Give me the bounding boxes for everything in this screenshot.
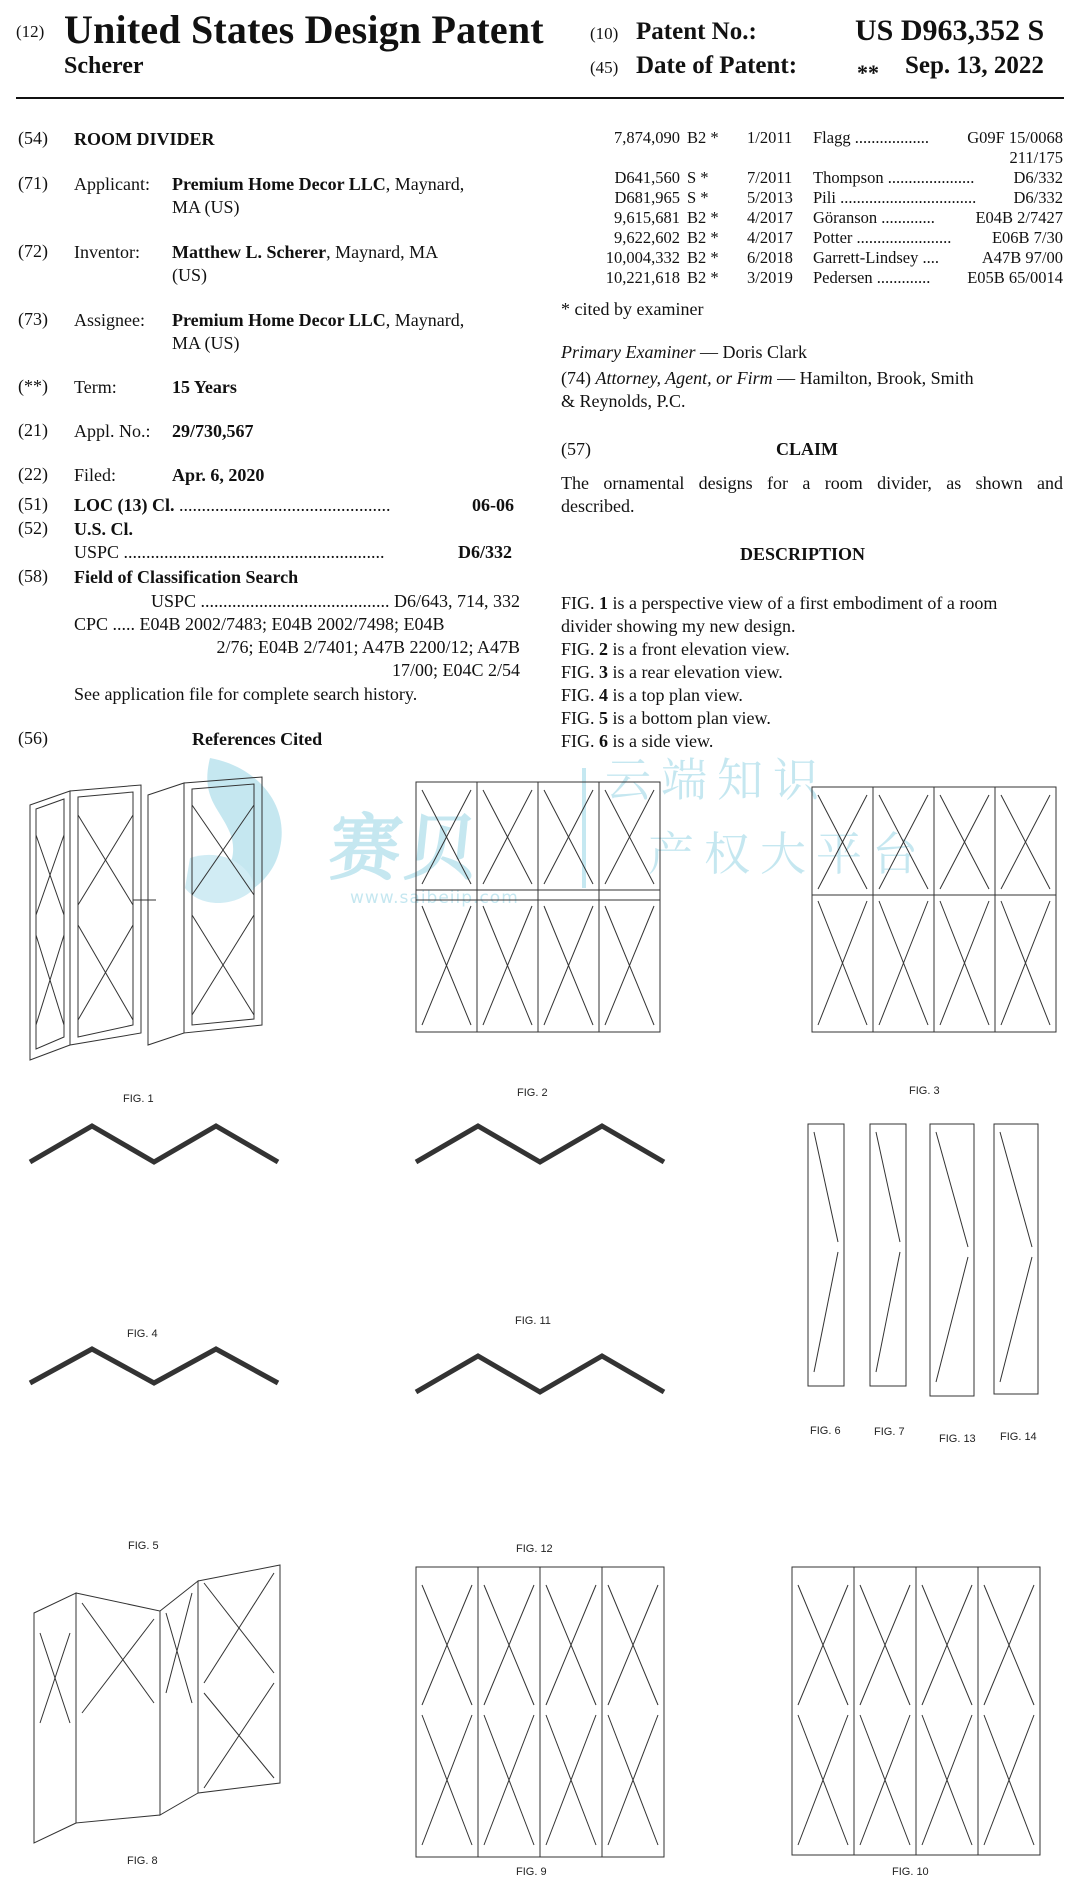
description-text: is a side view. — [608, 731, 714, 751]
filed-code: (22) — [18, 464, 48, 484]
applicant-name: Premium Home Decor LLC — [172, 174, 386, 194]
appl-number: 29/730,567 — [172, 421, 254, 441]
assignee-value — [172, 309, 522, 355]
uscl-value: D6/332 — [458, 542, 512, 562]
inventor-label: Inventor: — [74, 242, 140, 262]
reference-number: 10,221,618 — [605, 268, 680, 287]
attorney-label: Attorney, Agent, or Firm — [595, 368, 773, 388]
patent-number: US D963,352 S — [855, 14, 1045, 47]
description-line — [561, 615, 1066, 638]
reference-name — [813, 208, 943, 228]
reference-number: 9,622,602 — [614, 228, 680, 247]
term-code: (**) — [18, 376, 48, 396]
fig4-label: FIG. 4 — [127, 1328, 158, 1340]
reference-name — [813, 168, 975, 188]
filed-label: Filed: — [74, 465, 117, 485]
title-code: (54) — [18, 128, 48, 148]
uscl-dots: .......................................................... — [123, 542, 385, 562]
description-line — [561, 592, 1066, 615]
reference-kind: B2 * — [687, 208, 719, 227]
reference-class: E04B 2/7427 — [975, 208, 1063, 227]
reference-name-text: Potter — [813, 228, 853, 247]
fig13-label: FIG. 13 — [939, 1433, 976, 1445]
fig2-label: FIG. 2 — [517, 1087, 548, 1099]
description-fig-number: 1 — [599, 593, 609, 613]
inventor-value — [172, 241, 522, 287]
fig6-label: FIG. 6 — [810, 1425, 841, 1437]
reference-date: 3/2019 — [747, 268, 793, 287]
examiner-name: — Doris Clark — [695, 342, 807, 362]
reference-dots: ....................... — [856, 228, 952, 247]
description-prefix: FIG. — [561, 708, 600, 728]
description-text: is a rear elevation view. — [608, 662, 783, 682]
fig10-drawing — [790, 1565, 1044, 1863]
attorney-code: (74) — [561, 368, 596, 388]
reference-number: 9,615,681 — [614, 208, 680, 227]
attorney-name: — Hamilton, Brook, Smith — [772, 368, 974, 388]
field-cpc-1: CPC ..... E04B 2002/7483; E04B 2002/7498; E04B — [74, 614, 445, 634]
reference-name-text: Göranson — [813, 208, 878, 227]
fig1-perspective-drawing — [26, 775, 266, 1065]
invention-title: ROOM DIVIDER — [74, 129, 215, 149]
attorney-line-1 — [561, 367, 974, 390]
reference-name — [813, 248, 943, 268]
fig11-label: FIG. 11 — [515, 1315, 551, 1327]
field-label: Field of Classification Search — [74, 567, 299, 587]
watermark-tagline-1: 云端知识 — [605, 753, 829, 807]
applicant-code: (71) — [18, 173, 48, 193]
assignee-label: Assignee: — [74, 310, 145, 330]
reference-class: E06B 7/30 — [991, 228, 1063, 247]
uscl-row — [74, 541, 454, 564]
watermark-brand: 赛贝 — [324, 806, 486, 890]
reference-name-text: Pili — [813, 188, 836, 207]
field-cpc-3: 17/00; E04C 2/54 — [391, 660, 520, 680]
reference-date: 6/2018 — [747, 248, 793, 267]
reference-class: G09F 15/0068 — [967, 128, 1063, 147]
fig12-label: FIG. 12 — [516, 1543, 553, 1555]
reference-date: 5/2013 — [747, 188, 793, 207]
reference-class: D6/332 — [1013, 188, 1063, 207]
reference-date: 7/2011 — [747, 168, 793, 187]
loc-class-row — [74, 494, 519, 517]
assignee-location-2: MA (US) — [172, 333, 240, 353]
assignee-location: , Maynard, — [385, 310, 465, 330]
fig5-bottom-plan-drawing — [28, 1343, 282, 1393]
description-line — [561, 684, 1066, 707]
assignee-name: Premium Home Decor LLC — [172, 310, 386, 330]
examiner-label: Primary Examiner — [561, 342, 696, 362]
term-value: 15 Years — [172, 377, 237, 397]
reference-dots: .................. — [854, 128, 929, 147]
reference-class: E05B 65/0014 — [967, 268, 1063, 287]
refs-heading: References Cited — [192, 729, 323, 749]
description-line — [561, 638, 1066, 661]
patent-no-code: (10) — [590, 24, 619, 43]
description-text: is a front elevation view. — [608, 639, 790, 659]
uscl-sub: USPC — [74, 542, 120, 562]
header-rule — [16, 97, 1064, 99]
reference-name — [813, 228, 952, 248]
reference-name-text: Flagg — [813, 128, 851, 147]
fig14-label: FIG. 14 — [1000, 1431, 1037, 1443]
inventor-location: , Maynard, MA — [326, 242, 439, 262]
doc-type-code: (12) — [16, 22, 45, 41]
uscl-label: U.S. Cl. — [74, 519, 134, 539]
term-label: Term: — [74, 377, 117, 397]
reference-dots: .... — [922, 248, 939, 267]
description-fig-number: 5 — [599, 708, 609, 728]
fig4-top-plan-drawing — [28, 1120, 282, 1170]
loc-label: LOC (13) Cl. — [74, 495, 175, 515]
fig8-perspective-drawing — [32, 1553, 282, 1853]
reference-name — [813, 268, 943, 288]
applicant-label: Applicant: — [74, 174, 150, 194]
description-prefix: FIG. — [561, 685, 600, 705]
loc-dots: ............................................... — [179, 495, 391, 515]
fig3-label: FIG. 3 — [909, 1085, 940, 1097]
description-prefix: FIG. — [561, 662, 600, 682]
fig9-label: FIG. 9 — [516, 1866, 547, 1878]
fig11-drawing — [414, 1120, 668, 1170]
description-fig-number: 4 — [599, 685, 609, 705]
claim-text-1: The ornamental designs for a room divider, as shown and — [561, 473, 1063, 493]
date-code: (45) — [590, 58, 619, 77]
watermark-url: www.saibeiip.com — [350, 888, 519, 908]
description-text: divider showing my new design. — [561, 616, 796, 636]
description-line — [561, 730, 1066, 753]
reference-kind: B2 * — [687, 268, 719, 287]
fig2-front-elevation-drawing — [414, 780, 664, 1040]
field-note: See application file for complete search history. — [74, 684, 418, 704]
attorney-line-2: & Reynolds, P.C. — [561, 391, 686, 411]
reference-date: 1/2011 — [747, 128, 793, 147]
reference-number: 7,874,090 — [614, 128, 680, 147]
reference-name-text: Thompson — [813, 168, 884, 187]
reference-name — [813, 128, 943, 148]
date-mark: ** — [857, 60, 879, 85]
patent-date: Sep. 13, 2022 — [905, 52, 1044, 79]
reference-date: 4/2017 — [747, 208, 793, 227]
fig8-label: FIG. 8 — [127, 1855, 158, 1867]
assignee-code: (73) — [18, 309, 48, 329]
fig12-drawing — [414, 1350, 668, 1400]
loc-code: (51) — [18, 494, 48, 514]
reference-name-text: Pedersen — [813, 268, 873, 287]
reference-class: D6/332 — [1013, 168, 1063, 187]
reference-dots: ............. — [876, 268, 931, 287]
reference-class: A47B 97/00 — [981, 248, 1063, 267]
fig1-label: FIG. 1 — [123, 1093, 154, 1105]
watermark-tagline-2: 产权大平台 — [648, 827, 928, 881]
fig10-label: FIG. 10 — [892, 1866, 929, 1878]
field-code: (58) — [18, 566, 48, 586]
reference-name — [813, 188, 977, 208]
fig7-label: FIG. 7 — [874, 1426, 905, 1438]
patent-no-label: Patent No.: — [636, 18, 757, 45]
reference-kind: B2 * — [687, 128, 719, 147]
reference-date: 4/2017 — [747, 228, 793, 247]
appl-code: (21) — [18, 420, 48, 440]
claim-text-2: described. — [561, 496, 635, 516]
reference-name-text: Garrett-Lindsey — [813, 248, 919, 267]
description-prefix: FIG. — [561, 593, 600, 613]
description-prefix: FIG. — [561, 639, 600, 659]
applicant-location-2: MA (US) — [172, 197, 240, 217]
primary-examiner — [561, 341, 807, 364]
inventor-location-2: (US) — [172, 265, 207, 285]
description-fig-number: 2 — [599, 639, 609, 659]
description-prefix: FIG. — [561, 731, 600, 751]
reference-number: 10,004,332 — [605, 248, 680, 267]
reference-kind: B2 * — [687, 248, 719, 267]
inventor-name: Matthew L. Scherer — [172, 242, 327, 262]
applicant-value — [172, 173, 522, 219]
field-uspc: USPC .......................................... D6/643, 714, 332 — [150, 591, 520, 611]
description-text: is a perspective view of a first embodiment of a room — [608, 593, 998, 613]
reference-dots: ................................. — [840, 188, 977, 207]
description-line — [561, 661, 1066, 684]
filed-date: Apr. 6, 2020 — [172, 465, 265, 485]
field-cpc-2: 2/76; E04B 2/7401; A47B 2200/12; A47B — [216, 637, 520, 657]
reference-number: D681,965 — [614, 188, 680, 207]
description-text: is a bottom plan view. — [608, 708, 771, 728]
appl-label: Appl. No.: — [74, 421, 151, 441]
cited-by-examiner: * cited by examiner — [561, 299, 704, 319]
description-fig-number: 3 — [599, 662, 609, 682]
description-heading: DESCRIPTION — [740, 544, 866, 564]
reference-dots: ..................... — [887, 168, 975, 187]
fig3-rear-elevation-drawing — [810, 785, 1060, 1040]
reference-dots: ............. — [881, 208, 935, 227]
reference-kind: S * — [687, 168, 709, 187]
inventor-code: (72) — [18, 241, 48, 261]
inventor-surname: Scherer — [64, 53, 144, 79]
applicant-location: , Maynard, — [385, 174, 465, 194]
description-fig-number: 6 — [599, 731, 609, 751]
description-text: is a top plan view. — [608, 685, 743, 705]
reference-number: D641,560 — [614, 168, 680, 187]
claim-heading: CLAIM — [776, 439, 838, 459]
claim-code: (57) — [561, 439, 591, 459]
uscl-code: (52) — [18, 518, 48, 538]
reference-kind: B2 * — [687, 228, 719, 247]
description-line — [561, 707, 1066, 730]
doc-type-title: United States Design Patent — [64, 7, 544, 52]
date-label: Date of Patent: — [636, 52, 798, 79]
fig6-7-13-14-side-views-drawing — [806, 1122, 1046, 1402]
fig9-drawing — [414, 1565, 668, 1865]
reference-class-secondary: 211/175 — [1009, 148, 1063, 167]
fig5-label: FIG. 5 — [128, 1540, 159, 1552]
refs-code: (56) — [18, 728, 48, 748]
reference-kind: S * — [687, 188, 709, 207]
loc-value: 06-06 — [472, 495, 514, 515]
